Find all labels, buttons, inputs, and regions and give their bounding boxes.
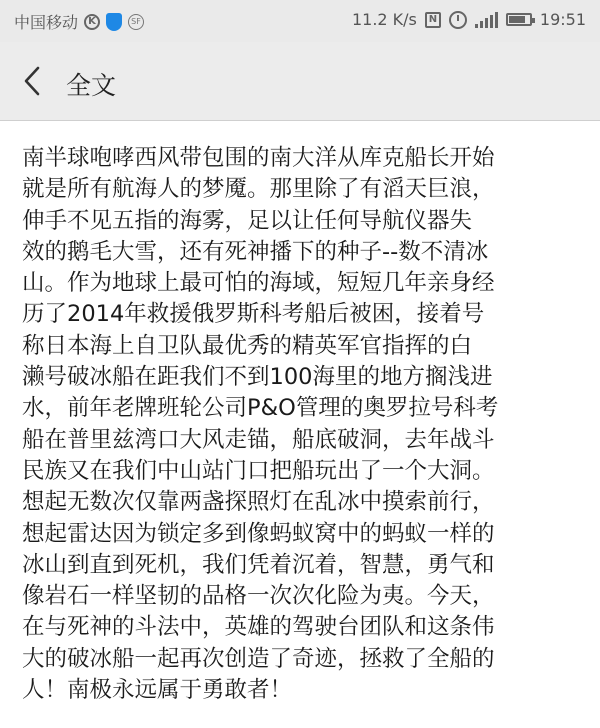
carrier-name: 中国移动: [14, 13, 79, 32]
alarm-icon: [449, 11, 467, 29]
status-bar: [0, 0, 600, 42]
article-line: 水，前年老牌班轮公司P&O管理的奥罗拉号科考: [22, 395, 499, 422]
back-button[interactable]: [16, 64, 50, 98]
article-line: 历了2014年救援俄罗斯科考船后被困，接着号: [22, 301, 485, 328]
k-badge-icon: K: [84, 14, 100, 30]
article-line: 民族又在我们中山站门口把船玩出了一个大洞。: [22, 457, 495, 484]
article-line: 像岩石一样坚韧的品格一次次化险为夷。今天，: [22, 583, 495, 610]
title-bar: [0, 42, 600, 121]
article-body: [22, 143, 590, 706]
battery-level: [509, 16, 525, 23]
article-line: 濑号破冰船在距我们不到100海里的地方搁浅进: [22, 364, 493, 391]
article-line: 伸手不见五指的海雾，足以让任何导航仪器失: [22, 207, 473, 234]
article-line: 大的破冰船一起再次创造了奇迹，拯救了全船的: [22, 645, 495, 672]
page-title: 全文: [66, 71, 117, 100]
chevron-left-icon: [16, 64, 50, 98]
article-line: 想起雷达因为锁定多到像蚂蚁窝中的蚂蚁一样的: [22, 520, 495, 547]
network-speed: 11.2 K/s: [351, 10, 417, 29]
status-right: [352, 10, 586, 29]
clock: 19:51: [539, 10, 586, 29]
article-line: 称日本海上自卫队最优秀的精英军官指挥的白: [22, 332, 473, 359]
article-line: 想起无数次仅靠两盏探照灯在乱冰中摸索前行，: [22, 489, 495, 516]
article-line: 在与死神的斗法中，英雄的驾驶台团队和这条伟: [22, 614, 495, 641]
article-line: 船在普里兹湾口大风走锚，船底破洞，去年战斗: [22, 426, 495, 453]
sf-icon: SF: [128, 14, 144, 30]
shield-icon: [106, 13, 122, 31]
status-left: [14, 10, 144, 33]
article-line: 冰山到直到死机，我们凭着沉着，智慧，勇气和: [22, 551, 495, 578]
article-line: 南半球咆哮西风带包围的南大洋从库克船长开始: [22, 145, 495, 171]
battery-icon: [506, 13, 532, 26]
article-line: 就是所有航海人的梦魇。那里除了有滔天巨浪，: [22, 176, 495, 203]
article-line: 效的鹅毛大雪，还有死神播下的种子--数不清冰: [22, 238, 489, 265]
article-line: 人！南极永远属于勇敢者！: [22, 677, 293, 704]
article-line: 山。作为地球上最可怕的海域，短短几年亲身经: [22, 270, 495, 297]
nfc-icon: N: [425, 12, 441, 28]
4g-signal-icon: [475, 12, 498, 28]
